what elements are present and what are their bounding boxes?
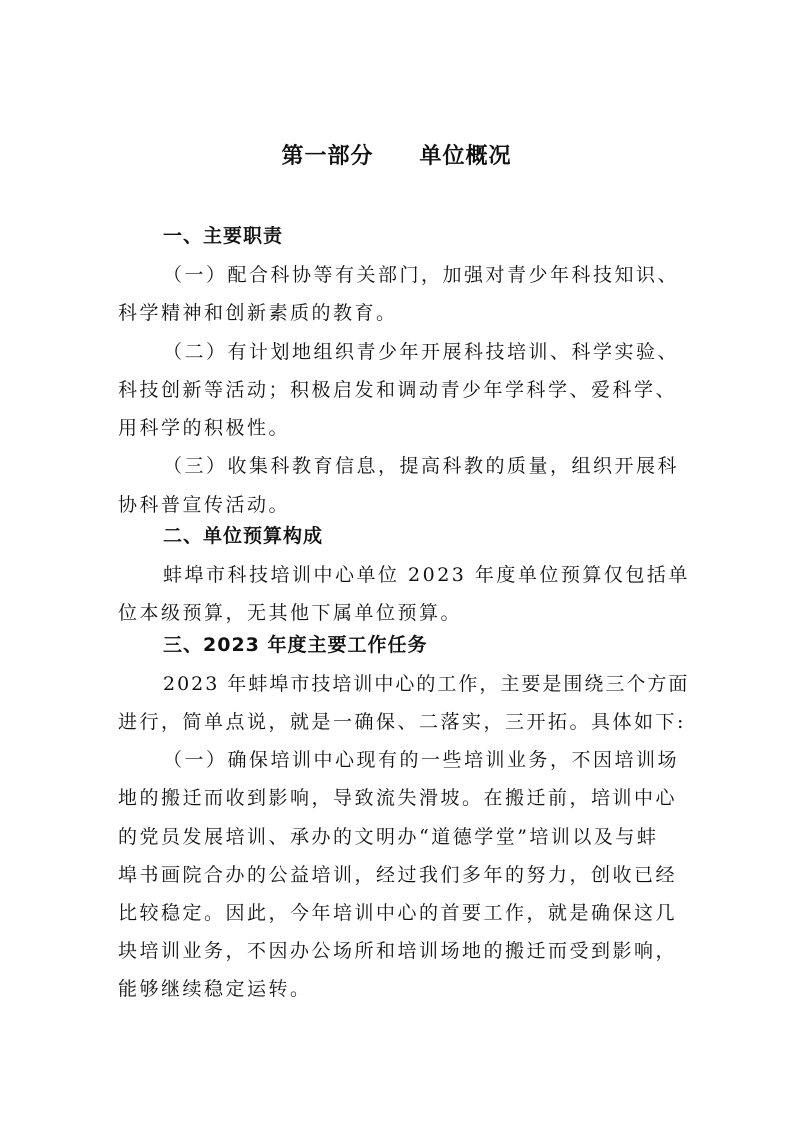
paragraph-line: （二）有计划地组织青少年开展科技培训、科学实验、 xyxy=(163,341,680,363)
paragraph-line: 块培训业务，不因办公场所和培训场地的搬迁而受到影响， xyxy=(118,940,678,962)
paragraph-line: 科学精神和创新素质的教育。 xyxy=(118,302,398,324)
section-heading-main-tasks: 三、2023 年度主要工作任务 xyxy=(163,634,428,656)
paragraph-line: 地的搬迁而收到影响，导致流失滑坡。在搬迁前，培训中心 xyxy=(118,787,678,809)
paragraph-line: 能够继续稳定运转。 xyxy=(118,978,312,1000)
paragraph-line: （一）配合科协等有关部门，加强对青少年科技知识、 xyxy=(163,264,680,286)
paragraph-line: （一）确保培训中心现有的一些培训业务，不因培训场 xyxy=(163,749,680,771)
paragraph-line: 2023 年蚌埠市技培训中心的工作，主要是围绕三个方面 xyxy=(163,673,690,695)
paragraph-line: 科技创新等活动；积极启发和调动青少年学科学、爱科学、 xyxy=(118,379,678,401)
section-heading-responsibilities: 一、主要职责 xyxy=(163,225,284,247)
paragraph-line: 蚌埠市科技培训中心单位 2023 年度单位预算仅包括单 xyxy=(163,564,690,586)
paragraph-line: 比较稳定。因此，今年培训中心的首要工作，就是确保这几 xyxy=(118,902,678,924)
page-title: 第一部分 单位概况 xyxy=(281,144,512,169)
paragraph-line: 用科学的积极性。 xyxy=(118,417,291,439)
paragraph-line: 位本级预算，无其他下属单位预算。 xyxy=(118,602,463,624)
paragraph-line: 埠书画院合办的公益培训，经过我们多年的努力，创收已经 xyxy=(118,864,678,886)
section-heading-budget-structure: 二、单位预算构成 xyxy=(163,525,324,547)
paragraph-line: （三）收集科教育信息，提高科教的质量，组织开展科 xyxy=(163,455,680,477)
paragraph-line: 协科普宣传活动。 xyxy=(118,494,291,516)
paragraph-line: 进行，简单点说，就是一确保、二落实，三开拓。具体如下: xyxy=(118,711,686,733)
paragraph-line: 的党员发展培训、承办的文明办“道德学堂”培训以及与蚌 xyxy=(118,826,659,848)
